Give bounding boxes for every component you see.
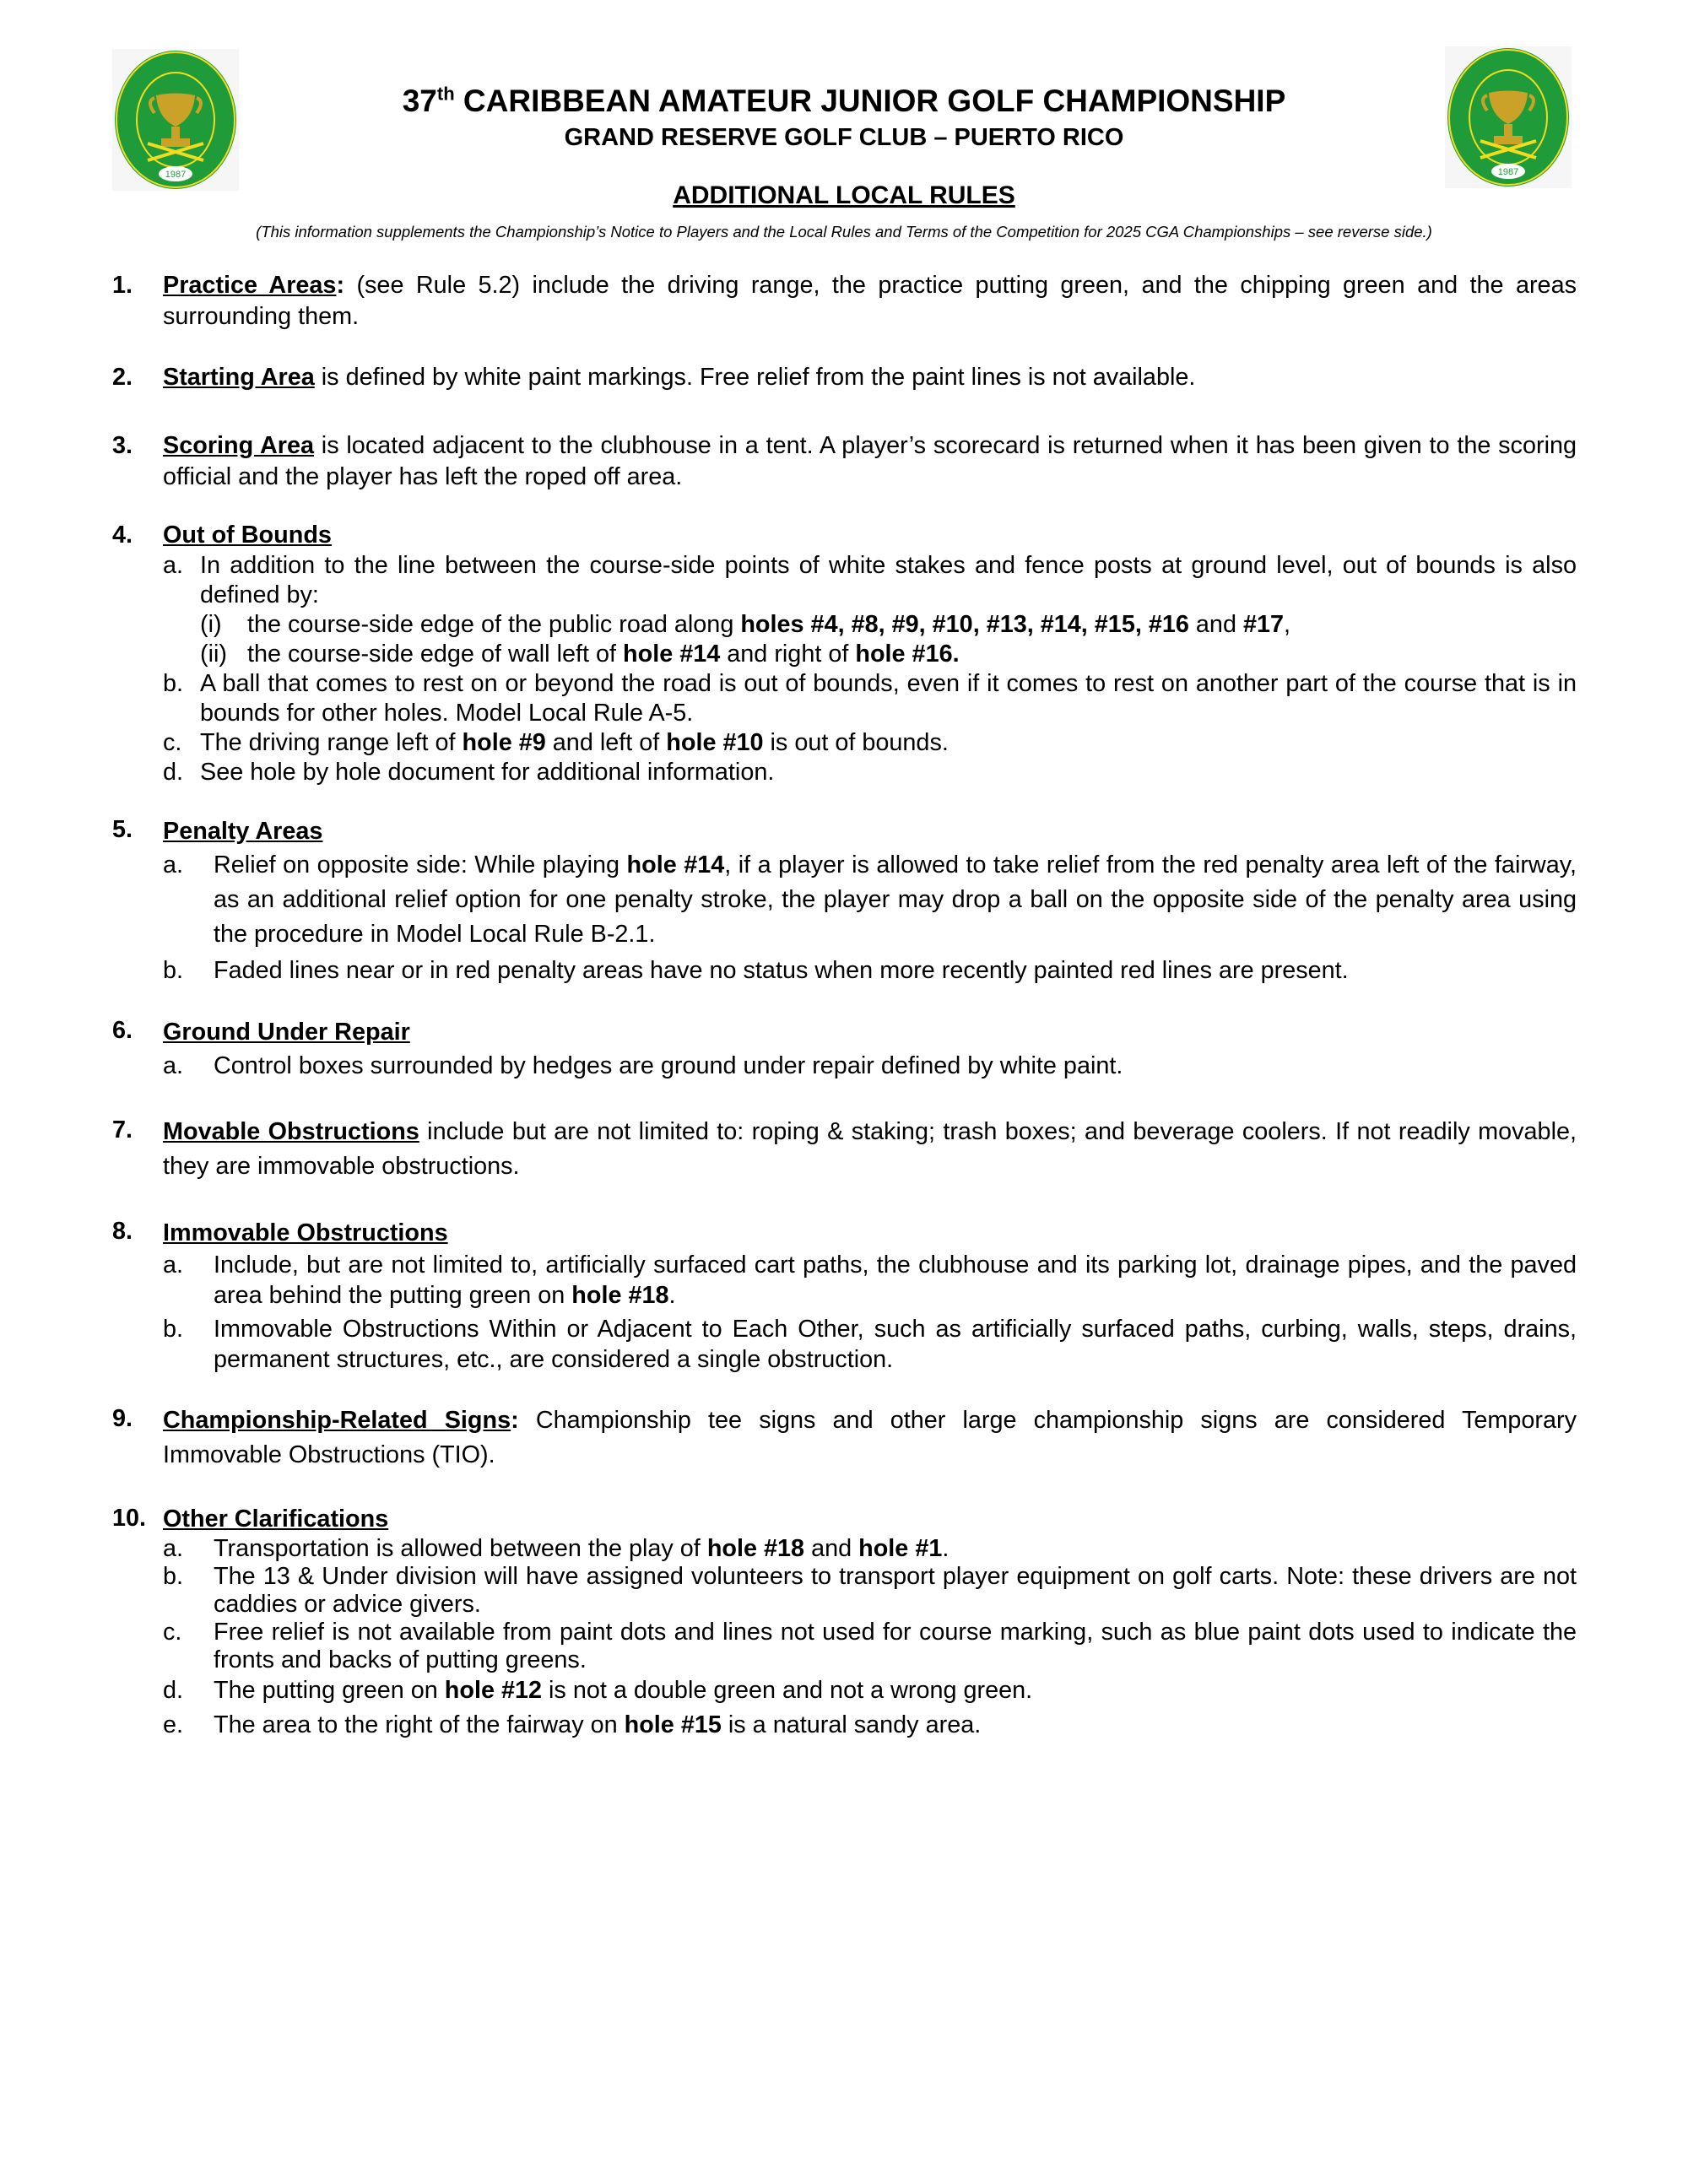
cga-logo-left: [112, 49, 239, 191]
rule-label: Ground Under Repair: [163, 1019, 410, 1046]
rule-number: 3.: [112, 432, 133, 459]
rule-8-item-a: a. Include, but are not limited to, artificially surfaced cart paths, the clubhouse and its parking lot, drainage pipes, and the paved area behind the putting green on hole #18.: [163, 1251, 1577, 1309]
rule-label: Other Clarifications: [163, 1506, 389, 1533]
rule-number: 7.: [112, 1116, 133, 1143]
rule-label: Immovable Obstructions: [163, 1219, 448, 1246]
rules-list: [112, 270, 1577, 1773]
rule-1: 1. Practice Areas: (see Rule 5.2) include the driving range, the practice putting green, and the chipping green and the areas surrounding them.: [112, 272, 1577, 330]
rule-4-item-ii: (ii) the course-side edge of wall left of hole #14 and right of hole #16.: [200, 641, 960, 668]
rule-5-item-b: b. Faded lines near or in red penalty areas have no status when more recently painted red lines are present.: [163, 957, 1349, 984]
rule-4-item-a: a. In addition to the line between the course-side points of white stakes and fence posts at ground level, out of bounds is also defined by:: [163, 552, 1577, 608]
rule-number: 5.: [112, 816, 133, 843]
rule-number: 6.: [112, 1017, 133, 1044]
rule-number: 4.: [112, 522, 133, 549]
rule-6: [112, 1015, 1577, 1083]
rule-number: 1.: [112, 272, 133, 299]
rule-2: [112, 362, 1577, 393]
rule-10: [112, 1503, 1577, 1743]
logo-year: 1987: [1497, 167, 1519, 177]
rule-label: Out of Bounds: [163, 522, 332, 549]
rule-7: [112, 1115, 1577, 1184]
rule-4-item-i: (i) the course-side edge of the public road along holes #4, #8, #9, #10, #13, #14, #15, #16 and #17,: [200, 611, 1291, 638]
rule-label: Scoring Area: [163, 432, 314, 459]
rule-4: [112, 520, 1577, 787]
rule-text: is defined by white paint markings. Free relief from the paint lines is not available.: [314, 364, 1196, 391]
rule-number: 2.: [112, 364, 133, 391]
rule-10-item-d: d. The putting green on hole #12 is not a double green and not a wrong green.: [163, 1677, 1033, 1704]
rule-label: Practice Areas: [163, 272, 337, 299]
rule-number: 8.: [112, 1218, 133, 1245]
rule-4-item-d: d. See hole by hole document for additional information.: [163, 759, 775, 786]
rule-3: [112, 430, 1577, 493]
rule-10-item-a: a. Transportation is allowed between the play of hole #18 and hole #1.: [163, 1535, 950, 1562]
rule-10-item-e: e. The area to the right of the fairway on hole #15 is a natural sandy area.: [163, 1711, 982, 1738]
rule-text: is located adjacent to the clubhouse in a tent. A player’s scorecard is returned when it has been given to the scoring official and the player has left the roped off area.: [163, 432, 1577, 490]
rule-text: (see Rule 5.2) include the driving range, the practice putting green, and the chipping green and the areas surrounding them.: [163, 272, 1577, 330]
logo-year: 1987: [165, 170, 187, 180]
rule-text: Championship tee signs and other large championship signs are considered Temporary Immovable Obstructions (TIO).: [163, 1407, 1577, 1468]
rule-6-item-a: a. Control boxes surrounded by hedges are ground under repair defined by white paint.: [163, 1052, 1123, 1079]
rule-number: 10.: [112, 1505, 147, 1532]
supplement-note: (This information supplements the Championship’s Notice to Players and the Local Rules and Terms of the Competition for 2025 CGA Championships – see reverse side.): [256, 223, 1432, 241]
rule-label: Championship-Related Signs: [163, 1407, 511, 1434]
rule-label: Movable Obstructions: [163, 1118, 419, 1145]
rule-label: Penalty Areas: [163, 818, 323, 845]
rule-label: Starting Area: [163, 364, 315, 391]
rule-4-item-c: c. The driving range left of hole #9 and left of hole #10 is out of bounds.: [163, 729, 949, 756]
rule-8: [112, 1216, 1577, 1375]
rule-5-item-a: a. Relief on opposite side: While playing hole #14, if a player is allowed to take relief from the red penalty area left of the fairway, as an additional relief option for one penalty stroke, the player may drop a ball on the opposite side of the penalty area using the procedure in Model Local Rule B-2.1.: [163, 851, 1577, 948]
document-subtitle: GRAND RESERVE GOLF CLUB – PUERTO RICO: [564, 124, 1124, 151]
rule-5: [112, 814, 1577, 988]
section-heading: ADDITIONAL LOCAL RULES: [673, 181, 1015, 209]
document-title: 37th CARIBBEAN AMATEUR JUNIOR GOLF CHAMPIONSHIP: [402, 83, 1286, 118]
rule-number: 9.: [112, 1405, 133, 1432]
rule-10-item-b: b. The 13 & Under division will have assigned volunteers to transport player equipment on golf carts. Note: these drivers are not caddies or advice givers.: [163, 1563, 1577, 1618]
rule-8-item-b: b. Immovable Obstructions Within or Adjacent to Each Other, such as artificially surfaced paths, curbing, walls, steps, drains, permanent structures, etc., are considered a single obstruction.: [163, 1316, 1577, 1373]
rule-text: include but are not limited to: roping & staking; trash boxes; and beverage coolers. If not readily movable, they are immovable obstructions.: [163, 1118, 1577, 1180]
rule-4-item-b: b. A ball that comes to rest on or beyond the road is out of bounds, even if it comes to rest on another part of the course that is in bounds for other holes. Model Local Rule A-5.: [163, 670, 1577, 727]
rule-10-item-c: c. Free relief is not available from paint dots and lines not used for course marking, such as blue paint dots used to indicate the fronts and backs of putting greens.: [163, 1619, 1577, 1673]
rule-9: 9. Championship-Related Signs: Championship tee signs and other large championship signs are considered Temporary Immovable Obstructions (TIO).: [112, 1405, 1577, 1468]
